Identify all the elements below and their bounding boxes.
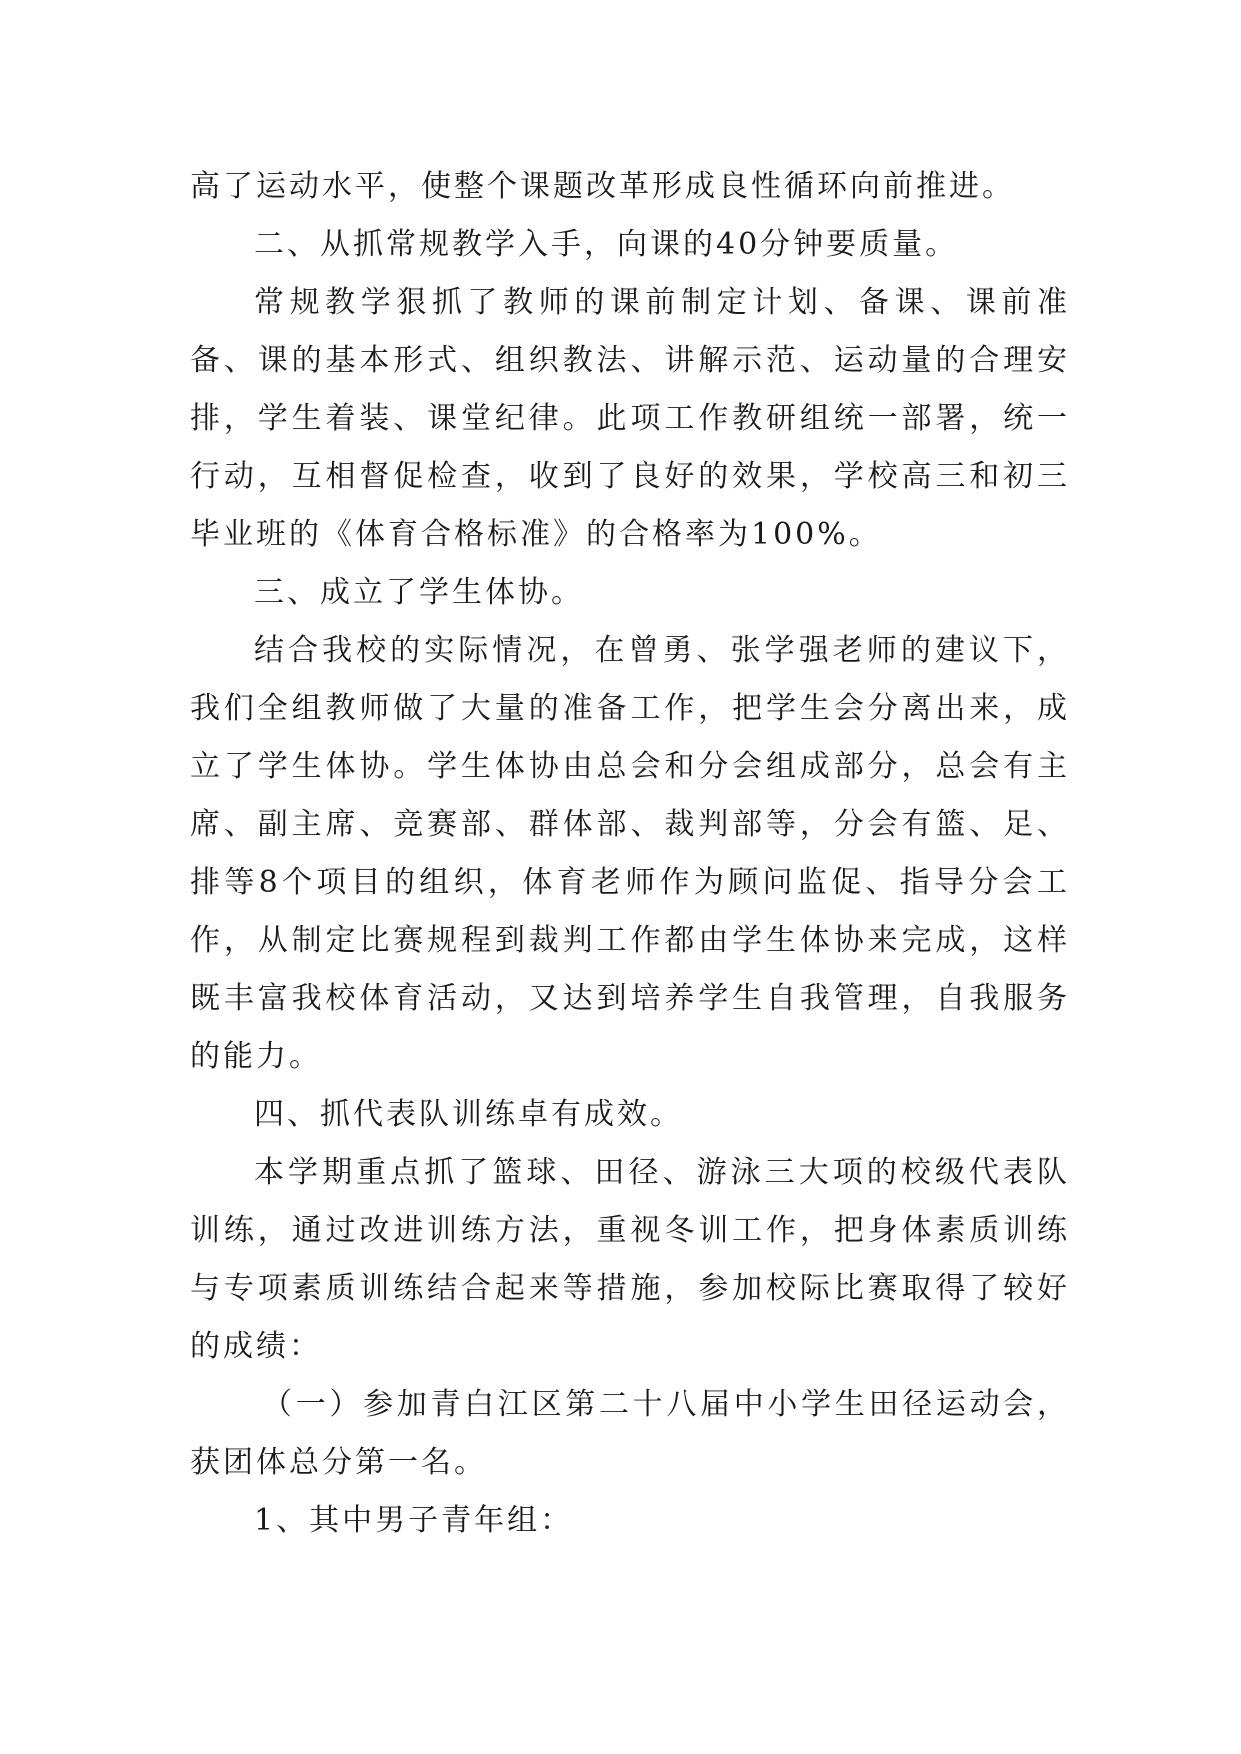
subsection-athletics-meet: （一）参加青白江区第二十八届中小学生田径运动会，获团体总分第一名。 xyxy=(190,1387,1070,1480)
paragraph-student-sports-association: 结合我校的实际情况，在曾勇、张学强老师的建议下，我们全组教师做了大量的准备工作，把学生会分离出来，成立了学生体协。学生体协由总会和分会组成部分，总会有主席、副主席、竞赛部、群体部、裁判部等，分会有篮、足、排等8个项目的组织，体育老师作为顾问监促、指导分会工作，从制定比赛规程到裁判工作都由学生体协来完成，这样既丰富我校体育活动，又达到培养学生自我管理，自我服务的能力。 xyxy=(190,633,1070,1074)
document-body xyxy=(190,158,1070,1550)
paragraph-team-training: 本学期重点抓了篮球、田径、游泳三大项的校级代表队训练，通过改进训练方法，重视冬训工作，把身体素质训练与专项素质训练结合起来等措施，参加校际比赛取得了较好的成绩： xyxy=(190,1155,1070,1364)
paragraph-continuation: 高了运动水平，使整个课题改革形成良性循环向前推进。 xyxy=(190,169,1015,204)
section-heading-team-training: 四、抓代表队训练卓有成效。 xyxy=(254,1097,683,1132)
section-heading-routine-teaching: 二、从抓常规教学入手，向课的40分钟要质量。 xyxy=(254,227,959,262)
paragraph-routine-teaching: 常规教学狠抓了教师的课前制定计划、备课、课前准备、课的基本形式、组织教法、讲解示范、运动量的合理安排，学生着装、课堂纪律。此项工作教研组统一部署，统一行动，互相督促检查，收到了良好的效果，学校高三和初三毕业班的《体育合格标准》的合格率为100%。 xyxy=(190,285,1070,552)
section-heading-student-sports-association: 三、成立了学生体协。 xyxy=(254,575,584,610)
list-item-mens-youth-group: 1、其中男子青年组： xyxy=(254,1503,574,1538)
